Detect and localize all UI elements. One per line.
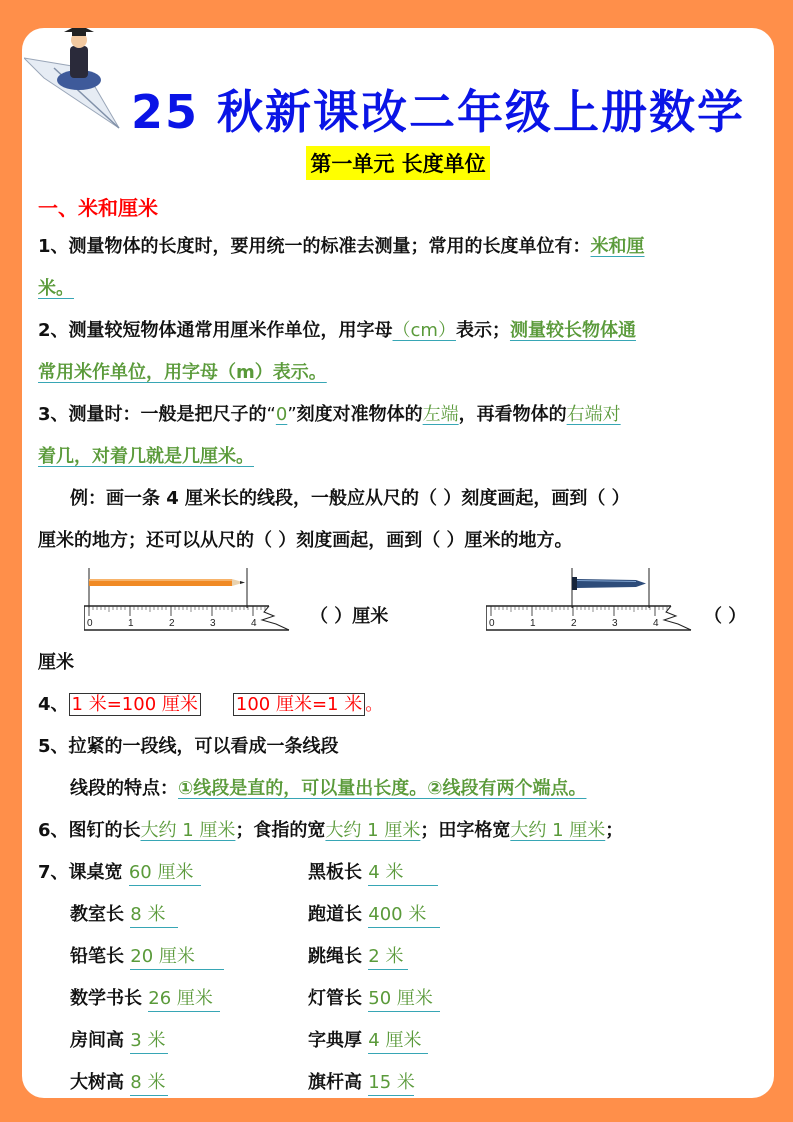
answer: 0 xyxy=(275,404,288,425)
item-7-row: 房间高 3 米 字典厚 4 厘米 xyxy=(38,1020,760,1062)
example-line-1: 例：画一条 4 厘米长的线段，一般应从尺的（ ）刻度画起，画到（ ） xyxy=(70,488,630,509)
item-7-row: 铅笔长 20 厘米 跳绳长 2 米 xyxy=(38,936,760,978)
svg-text:0: 0 xyxy=(489,618,495,629)
svg-text:3: 3 xyxy=(612,618,618,629)
answer: 常用米作单位，用字母（m）表示。 xyxy=(38,362,327,383)
item-3-cont xyxy=(38,436,760,478)
section-heading: 一、米和厘米 xyxy=(38,196,158,220)
answer: 着几，对着几就是几厘米。 xyxy=(38,446,254,467)
ruler1-answer-blank: （ ）厘米 xyxy=(310,606,389,627)
ruler2-unit: 厘米 xyxy=(38,652,74,673)
answer: 15 米 xyxy=(368,1071,414,1096)
ruler-figures xyxy=(38,562,760,650)
answer: 大约 1 厘米 xyxy=(325,820,421,841)
answer: 测量较长物体通 xyxy=(509,320,636,341)
item-7-row: 7、课桌宽 60 厘米 黑板长 4 米 xyxy=(38,852,760,894)
item-1: 1、测量物体的长度时，要用统一的标准去测量；常用的长度单位有：米和厘 xyxy=(38,236,645,257)
answer: 50 厘米 xyxy=(368,987,440,1012)
svg-text:1: 1 xyxy=(128,618,134,629)
answer: 26 厘米 xyxy=(148,987,220,1012)
answer: 400 米 xyxy=(368,903,440,928)
item-7-grid xyxy=(38,852,760,1098)
answer: ①线段是直的，可以量出长度。②线段有两个端点。 xyxy=(178,778,587,799)
svg-text:2: 2 xyxy=(169,618,175,629)
answer: 左端 xyxy=(422,404,459,425)
item-4: 4、 1 米=100 厘米 100 厘米=1 米 。 xyxy=(38,694,384,715)
content xyxy=(38,190,760,1098)
ruler-pencil-icon xyxy=(84,568,294,634)
item-5: 5、拉紧的一段线，可以看成一条线段 xyxy=(38,736,339,757)
answer: 8 米 xyxy=(130,1071,168,1096)
item-2: 2、测量较短物体通常用厘米作单位，用字母（cm）表示；测量较长物体通 xyxy=(38,320,636,341)
page-title: 25 秋新课改二年级上册数学 xyxy=(130,85,746,139)
svg-text:4: 4 xyxy=(653,618,659,629)
answer: 大约 1 厘米 xyxy=(140,820,236,841)
formula-box-1: 1 米=100 厘米 xyxy=(69,693,201,716)
item-3: 3、测量时：一般是把尺子的“0”刻度对准物体的左端，再看物体的右端对 xyxy=(38,404,621,425)
answer: 4 厘米 xyxy=(368,1029,428,1054)
answer: 2 米 xyxy=(368,945,408,970)
answer: 米和厘 xyxy=(590,236,645,257)
answer: 8 米 xyxy=(130,903,178,928)
answer: 米。 xyxy=(38,278,74,299)
answer: 20 厘米 xyxy=(130,945,224,970)
answer: 大约 1 厘米 xyxy=(510,820,606,841)
ruler2-answer-blank: （ ） xyxy=(704,606,747,627)
ruler-nail-icon xyxy=(486,568,706,634)
item-7-row: 数学书长 26 厘米 灯管长 50 厘米 xyxy=(38,978,760,1020)
svg-text:1: 1 xyxy=(530,618,536,629)
item-7-row: 教室长 8 米 跑道长 400 米 xyxy=(38,894,760,936)
answer: 右端对 xyxy=(566,404,621,425)
svg-text:3: 3 xyxy=(210,618,216,629)
item-2-cont xyxy=(38,352,760,394)
answer: 60 厘米 xyxy=(129,861,201,886)
svg-text:4: 4 xyxy=(251,618,257,629)
answer: 3 米 xyxy=(130,1029,168,1054)
example-line-2: 厘米的地方；还可以从尺的（ ）刻度画起，画到（ ）厘米的地方。 xyxy=(38,530,573,551)
unit-subtitle: 第一单元 长度单位 xyxy=(306,146,489,180)
svg-text:0: 0 xyxy=(87,618,93,629)
formula-box-2: 100 厘米=1 米 xyxy=(233,693,365,716)
item-1-cont xyxy=(38,268,760,310)
item-7-row: 大树高 8 米 旗杆高 15 米 xyxy=(38,1062,760,1098)
item-6: 6、图钉的长大约 1 厘米；食指的宽大约 1 厘米；田字格宽大约 1 厘米； xyxy=(38,820,624,841)
item-5-feature: 线段的特点：①线段是直的，可以量出长度。②线段有两个端点。 xyxy=(70,778,587,799)
document-page xyxy=(22,28,774,1098)
svg-text:2: 2 xyxy=(571,618,577,629)
answer: 4 米 xyxy=(368,861,438,886)
answer: （cm） xyxy=(392,320,456,341)
